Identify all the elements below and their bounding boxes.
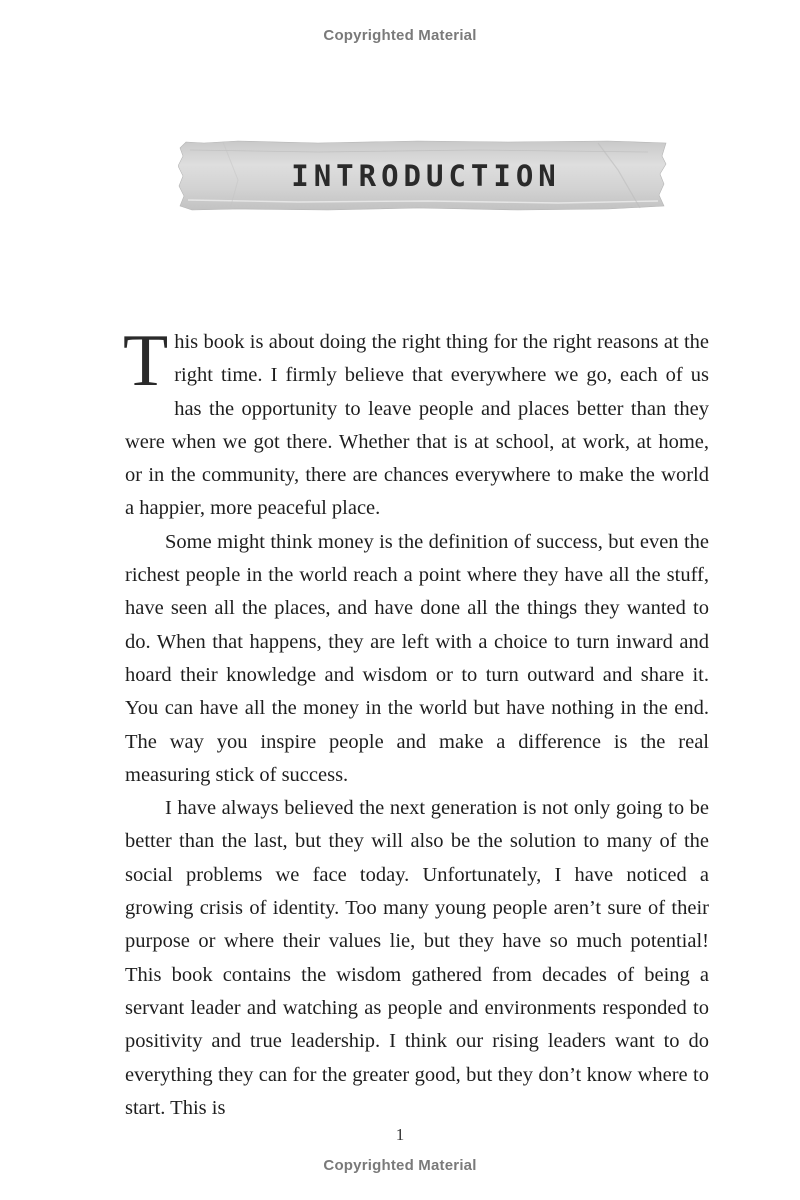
paragraph [123, 320, 709, 526]
paragraph: Some might think money is the definition of success, but even the richest people in the world reach a point where they have all the stuff, have seen all the places, and have done all the things they wanted to do. When that happens, they are left with a choice to turn inward and hoard their knowledge and wisdom or to turn outward and share it. You can have all the money in the world but have nothing in the end. The way you inspire people and make a difference is the real measuring stick of success. [125, 530, 709, 786]
chapter-title-tape [178, 140, 670, 212]
chapter-title: INTRODUCTION [291, 159, 561, 193]
paragraph-text: his book is about doing the right thing for the right reasons at the right time. I firmly believe that everywhere we go, each of us has the opportunity to leave people and places better than they were when we got there. Whether that is at school, at work, at home, or in the community, there are chances everywhere to make the world a happier, more peaceful place. [125, 331, 709, 520]
copyright-watermark-top: Copyrighted Material [323, 27, 477, 44]
page-number: 1 [395, 1125, 405, 1144]
drop-cap: T [123, 320, 169, 402]
paragraph: I have always believed the next generation is not only going to be better than the last, but they will also be the solution to many of the social problems we face today. Unfortunately, I have noticed a growing crisis of identity. Too many young people aren’t sure of their purpose or where their values lie, but they have so much potential! This book contains the wisdom gathered from decades of being a servant leader and watching as people and environments responded to positivity and true leadership. I think our rising leaders want to do everything they can for the greater good, but they don’t know where to start. This is [125, 797, 709, 1119]
copyright-watermark-bottom: Copyrighted Material [323, 1157, 477, 1174]
body-text [123, 320, 709, 1125]
